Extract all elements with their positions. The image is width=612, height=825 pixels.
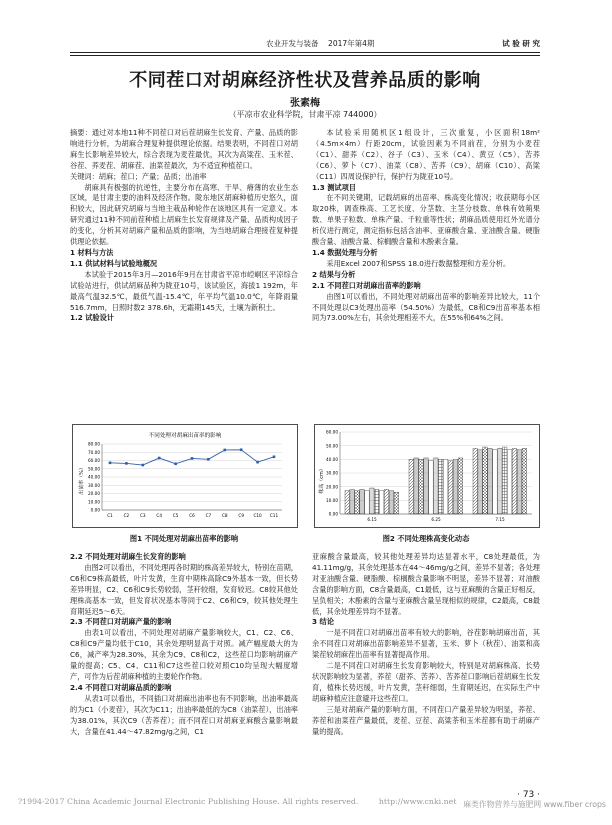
- bar: [473, 448, 478, 514]
- y-tick-label: 50.00: [326, 443, 338, 449]
- figure-1-chart: [72, 424, 298, 528]
- x-tick-label: C6: [189, 513, 195, 518]
- journal-name: 农业开发与装备: [266, 39, 319, 48]
- paragraph: 本试验于2015年3月—2016年9月在甘肃省平凉市崆峒区平凉综合试验站进行，供试胡麻品种为陇亚10号，该试验区，海拔1 192m，年最高气温32.5℃，最低气温-15.4℃，年平均气温10.0℃，年降雨量516.7mm，日照时数2 378.6h，无霜期145天，土壤为新积土。: [70, 269, 298, 312]
- bar: [448, 461, 453, 514]
- bar: [414, 458, 419, 514]
- data-point: [109, 462, 112, 465]
- paragraph: 三是对胡麻产量的影响方面，不同茬口产量差异较为明显，荞茬、荞茬和油菜茬产量最低，麦茬、豆茬、高粱茶和玉米茬都有助于胡麻产量的提高。: [312, 704, 540, 736]
- bar: [512, 448, 517, 514]
- subsection-heading: 2.1 不同茬口对胡麻出苗率的影响: [312, 280, 421, 290]
- cnki-url[interactable]: http://www.cnki.net: [378, 797, 457, 806]
- bar: [424, 458, 429, 514]
- y-tick-label: 10.00: [88, 499, 100, 505]
- paragraph: 由图1可以看出，不同处理对胡麻出苗率的影响差异比较大，11个不同处理以C3处理出苗率（54.50%）为最低，C8和C9出苗率基本相同为73.00%左右，其余处理相差不大，在55%和64%之间。: [312, 291, 540, 323]
- y-tick-label: 40.00: [326, 456, 338, 462]
- bar: [384, 489, 389, 514]
- bar: [374, 489, 379, 514]
- right-column-bottom: [312, 552, 540, 737]
- bar: [365, 491, 370, 514]
- data-point: [125, 462, 128, 465]
- bar: [394, 492, 399, 514]
- x-tick-label: C10: [253, 513, 262, 518]
- bar: [438, 459, 443, 514]
- bar: [488, 448, 493, 514]
- figure-2-chart: [314, 424, 540, 528]
- bar: [419, 459, 424, 514]
- y-tick-label: 40.00: [88, 474, 100, 480]
- data-point: [158, 457, 161, 460]
- author: 张素梅: [290, 98, 320, 109]
- subsection-heading: 1.3 测试项目: [312, 182, 356, 192]
- y-axis-label: 出苗率（%）: [79, 465, 85, 495]
- subsection-heading: 1.4 数据处理与分析: [312, 247, 378, 257]
- bar: [379, 491, 384, 514]
- y-tick-label: 70.00: [88, 449, 100, 455]
- data-point: [207, 458, 210, 461]
- bar: [443, 459, 448, 514]
- bar: [517, 450, 522, 514]
- header-rule-thin: [70, 55, 540, 56]
- subsection-heading: 1.2 试验设计: [70, 313, 114, 323]
- x-tick-label: C9: [238, 513, 244, 518]
- y-tick-label: 80.00: [88, 441, 100, 447]
- bar: [355, 491, 360, 514]
- subsection-heading: 2.4 不同茬口对胡麻品质的影响: [70, 682, 172, 692]
- x-tick-label: C4: [156, 513, 162, 518]
- paper-title: 不同茬口对胡麻经济性状及营养品质的影响: [129, 70, 481, 91]
- bar: [498, 448, 503, 514]
- data-point: [191, 457, 194, 460]
- figure-2-caption: 图2 不同处理株高变化动态: [382, 534, 470, 543]
- x-tick-label: C3: [140, 513, 146, 518]
- chart-title: 不同处理对胡麻出苗率的影响: [148, 433, 222, 439]
- x-tick-label: C1: [107, 513, 113, 518]
- bar: [493, 450, 498, 514]
- bar: [429, 461, 434, 514]
- data-point: [224, 449, 227, 452]
- section-heading: 1 材料与方法: [70, 247, 114, 257]
- bar: [453, 459, 458, 514]
- bar: [458, 458, 463, 514]
- bar: [478, 450, 483, 514]
- journal-issue: [266, 38, 374, 49]
- running-header: [70, 36, 540, 50]
- paragraph: 采用Excel 2007和SPSS 18.0进行数据整理和方差分析。: [326, 258, 511, 268]
- left-column-top: [70, 128, 298, 324]
- x-tick-label: 7.15: [495, 517, 505, 522]
- paragraph: 本试验采用随机区1组设计，三次重复，小区面积18m²（4.5m×4m）行距20cm，试验因素为不同前茬，分别为小麦茬（C1）、甜荞（C2）、谷子（C3）、玉米（C4）、黄豆（C5）、苦荞（C6）、萝卜（C7）、油菜（C8）、苦荞（C9）、胡麻（C10）、高粱（C11）四周设保护行，保护行为陇亚10号。: [312, 128, 540, 181]
- right-column-top: [312, 128, 540, 324]
- keywords: 关键词：胡麻；茬口；产量；品质；出油率: [70, 171, 207, 181]
- page-number: · 73 ·: [517, 790, 540, 800]
- x-tick-label: C2: [123, 513, 130, 518]
- paragraph: 由表1可以看出，不同处理对胡麻产量影响较大，C1、C2、C6、C8和C9产量均低于C10，其余处理明显高于对照。减产幅度最大的为C6，减产率为28.30%，其余为C9、C8和C2，这些茬口均影响胡麻产量的提高；C5、C4、C11和C7这些茬口较对照C10均呈现大幅度增产，可作为后茬胡麻种植的主要轮作作物。: [70, 628, 298, 681]
- y-axis-label: 株高（cm）: [319, 466, 325, 494]
- data-point: [256, 461, 259, 464]
- subsection-heading: 2.3 不同茬口对胡麻产量的影响: [70, 617, 172, 627]
- subsection-heading: 1.1 供试材料与试验地概况: [70, 258, 158, 268]
- data-point: [273, 455, 276, 458]
- bar: [389, 491, 394, 514]
- x-tick-label: 6.25: [431, 517, 441, 522]
- data-point: [174, 463, 177, 466]
- left-column-bottom: [70, 552, 298, 737]
- paragraph: 一是不同茬口对胡麻出苗率有较大的影响，谷茬影响胡麻出苗，其余不同茬口对胡麻出苗影响差异不显著，玉米、萝卜（秋茬）、油菜和高粱茬较胡麻茬出苗率有显著提高作用。: [312, 628, 540, 660]
- copyright-notice: ?1994-2017 China Academic Journal Electronic Publishing House. All rights reserved.: [18, 797, 359, 806]
- y-tick-label: 60.00: [326, 429, 338, 435]
- section-heading: 3 结论: [312, 617, 334, 627]
- paragraph: 从表1可以看出，不同插口对胡麻出油率也有不同影响，出油率最高的为C1（小麦茬），其次为C11；出油率最低的为C8（油菜茬），出油率为38.01%，其次C9（苦荞茬）；而不同茬口对胡麻亚麻酸含量影响最大，含量在41.44～47.82mg/g之间，C1: [70, 693, 298, 736]
- issue-label: 2017年第4期: [328, 39, 375, 48]
- bar: [345, 491, 350, 514]
- bar: [483, 447, 488, 514]
- header-rule-thick: [70, 52, 540, 53]
- figure-1-caption: 图1 不同处理对胡麻出苗率的影响: [129, 534, 239, 543]
- y-tick-label: 0.00: [90, 507, 100, 513]
- y-tick-label: 50.00: [88, 466, 100, 472]
- bar: [434, 458, 439, 514]
- affiliation: （平凉市农业科学院，甘肃平凉 744000）: [228, 110, 382, 119]
- data-point: [240, 448, 243, 451]
- y-tick-label: 20.00: [326, 484, 338, 490]
- footer: [18, 797, 606, 809]
- column-label: 试 验 研 究: [502, 39, 540, 48]
- paragraph: 在不同关键期，记载胡麻的出苗率、株高变化情况；收获期每小区取20株，调查株高、工艺长度、分茎数、主茎分枝数、单株有效蒴果数、单果子粒数、单株产量、千粒重等性状；胡麻品质使用红外光谱分析仪进行测定，测定指标包括含油率、亚麻酸含量、亚油酸含量、硬脂酸含量、油酸含量、棕榈酸含量和木酚素含量。: [312, 193, 540, 247]
- subsection-heading: 2.2 不同处理对胡麻生长发育的影响: [70, 552, 186, 561]
- y-tick-label: 30.00: [88, 482, 100, 488]
- x-tick-label: 6.15: [367, 517, 377, 522]
- y-tick-label: 10.00: [326, 497, 338, 503]
- bar: [507, 450, 512, 514]
- bar: [370, 488, 375, 514]
- paragraph: 二是不同茬口对胡麻生长发育影响较大，特别是对胡麻株高、长势状况影响较为显著，荞茬（甜荞、苦荞）、苦荞茬口影响后茬胡麻生长发育，植株长势迟缓，叶片发黄，茎秆细弱，生育期延迟，在实际生产中胡麻种植应注意避开这些茬口。: [312, 661, 540, 703]
- y-tick-label: 0.00: [328, 511, 338, 517]
- y-tick-label: 20.00: [88, 491, 100, 497]
- x-tick-label: C7: [205, 513, 212, 518]
- section-heading: 2 结果与分析: [312, 269, 356, 279]
- data-point: [142, 464, 145, 467]
- x-tick-label: C11: [269, 513, 279, 518]
- x-tick-label: C8: [222, 513, 228, 518]
- y-tick-label: 60.00: [88, 458, 100, 464]
- introduction: 胡麻具有极强的抗逆性，主要分布在高寒、干旱、瘠薄的农业生态区域，是甘肃主要的油料及经济作物。陇东地区胡麻种植历史悠久，面积较大，因此研究胡麻与当地主栽品种轮作在该地区具有一定意义。本研究通过11种不同前茬种植上胡麻生长发育规律及产量、品质构成因子的变化，分析其对胡麻产量和品质的影响，为当地胡麻合理接茬复种提供理论依据。: [70, 182, 298, 247]
- bar: [360, 489, 365, 514]
- x-tick-label: C5: [172, 513, 179, 518]
- bar: [350, 489, 355, 514]
- watermark-text: 麻类作物营养与施肥网 www.fiber crops: [463, 800, 606, 809]
- bar: [502, 447, 507, 514]
- paragraph: 亚麻酸含量最高，较其他处理差异均达显著水平，C8处理最低，为41.11mg/g，其余处理基本在44～46mg/g之间，差异不显著；各处理对亚油酸含量、硬脂酸、棕榈酸含量影响不明显，差异不显著；对油酸含量的影响方面，C8含量最高，C1最低，这与亚麻酸的含量正好相反，呈负相关；木酚素的含量与亚麻酸含量呈现相似的规律，C2最高，C8最低，其余处理差异均不显著。: [312, 552, 540, 616]
- abstract: 摘要：通过对本地11种不同茬口对后茬胡麻生长发育、产量、品质的影响进行分析，为胡麻合理复种提供理论依据。结果表明，不同茬口对胡麻生长影响差异较大，综合表现为麦茬最优，其次为高粱茬、玉米茬、谷茬、荞麦茬、胡麻茬、油菜茬最次，为不适宜种植茬口。: [70, 128, 298, 170]
- bar: [409, 459, 414, 514]
- paragraph: 由图2可以看出，不同处理再各时期的株高差异较大，特别在苗期，C6和C9株高最低，叶片发黄，生育中期株高除C9外基本一致，但长势差异明显，C2、C6和C9长势较弱，茎秆较细，发育较迟。C8较其他处理株高基本一致，但发育状况基本等同于C2、C6和C9，较其他处理生育期延迟5～6天。: [70, 562, 298, 616]
- y-tick-label: 30.00: [326, 470, 338, 476]
- bar: [522, 448, 527, 514]
